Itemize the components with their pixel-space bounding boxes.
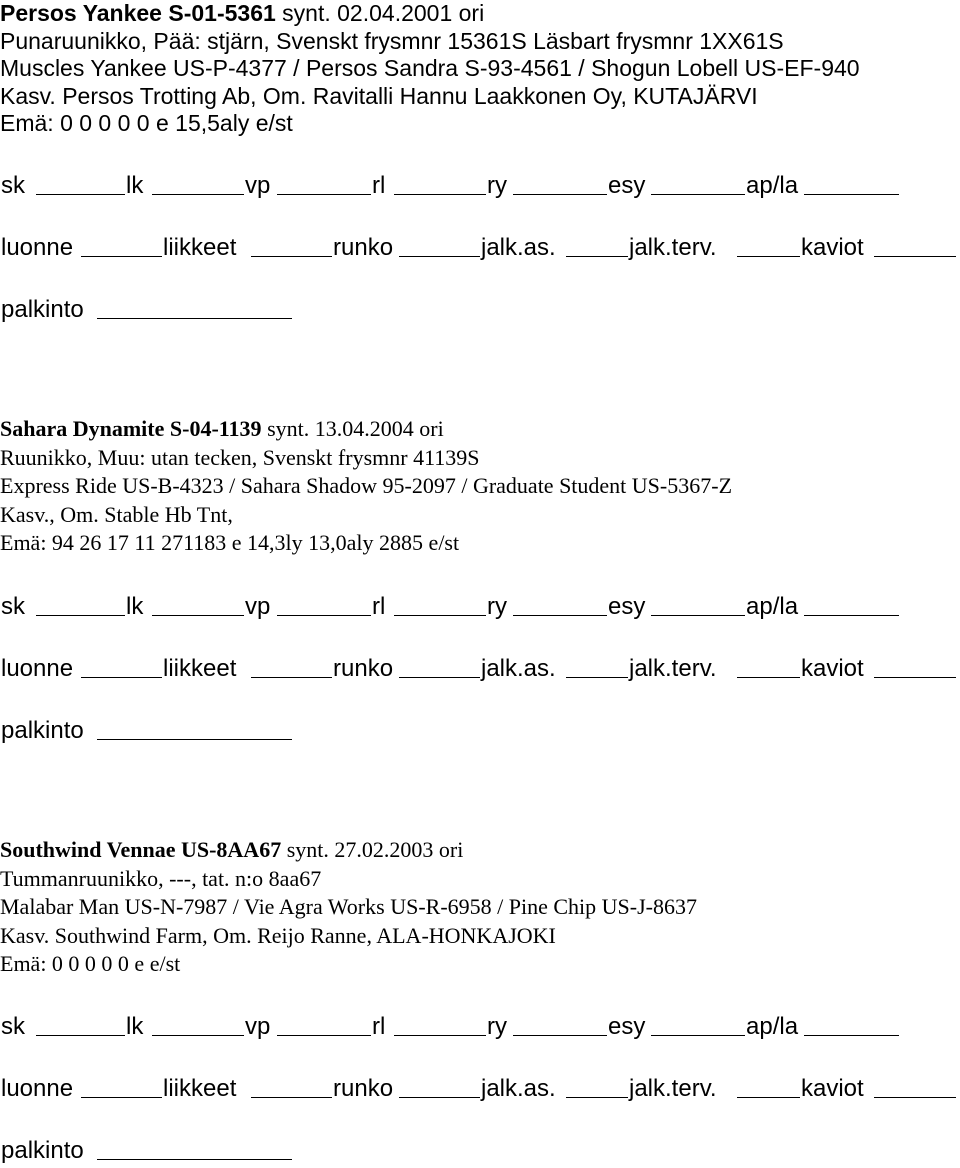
label-ry: ry xyxy=(487,172,507,199)
label-luonne: luonne xyxy=(1,1075,74,1102)
horse-name: Persos Yankee S-01-5361 xyxy=(0,0,276,26)
blank-kaviot xyxy=(874,677,956,678)
label-ap-la: ap/la xyxy=(746,593,799,620)
label-jalk-as: jalk.as. xyxy=(481,655,556,682)
blank-palkinto xyxy=(97,1159,292,1160)
label-rl: rl xyxy=(372,1013,386,1040)
blank-jalk-terv xyxy=(737,256,800,257)
blank-jalk-as xyxy=(566,677,628,678)
label-vp: vp xyxy=(245,593,271,620)
dam-record-line: Emä: 0 0 0 0 0 e e/st xyxy=(0,951,181,976)
blank-sk xyxy=(36,194,125,195)
label-palkinto: palkinto xyxy=(1,296,84,323)
label-runko: runko xyxy=(333,234,394,261)
blank-jalk-as xyxy=(566,1097,628,1098)
blank-lk xyxy=(152,194,244,195)
blank-esy xyxy=(651,615,745,616)
horse-entry xyxy=(0,836,960,979)
label-kaviot: kaviot xyxy=(801,234,864,261)
label-jalk-terv: jalk.terv. xyxy=(629,234,717,261)
blank-esy xyxy=(651,1035,745,1036)
blank-esy xyxy=(651,194,745,195)
blank-liikkeet xyxy=(251,1097,332,1098)
label-palkinto: palkinto xyxy=(1,717,84,744)
blank-vp xyxy=(277,194,371,195)
label-liikkeet: liikkeet xyxy=(163,234,237,261)
color-line: Punaruunikko, Pää: stjärn, Svenskt frysmnr 15361S Läsbart frysmnr 1XX61S xyxy=(0,27,784,54)
blank-runko xyxy=(399,1097,480,1098)
label-luonne: luonne xyxy=(1,655,74,682)
blank-ry xyxy=(513,615,607,616)
label-ap-la: ap/la xyxy=(746,1013,799,1040)
blank-runko xyxy=(399,256,480,257)
blank-runko xyxy=(399,677,480,678)
blank-ap-la xyxy=(804,1035,899,1036)
color-line: Tummanruunikko, ---, tat. n:o 8aa67 xyxy=(0,865,322,891)
blank-ap-la xyxy=(804,615,899,616)
label-kaviot: kaviot xyxy=(801,1075,864,1102)
horse-name: Sahara Dynamite S-04-1139 xyxy=(0,416,262,441)
blank-ry xyxy=(513,1035,607,1036)
blank-sk xyxy=(36,1035,125,1036)
blank-luonne xyxy=(81,677,162,678)
blank-rl xyxy=(394,615,486,616)
label-kaviot: kaviot xyxy=(801,655,864,682)
horse-entry xyxy=(0,0,960,138)
blank-kaviot xyxy=(874,1097,956,1098)
label-lk: lk xyxy=(126,172,144,199)
blank-liikkeet xyxy=(251,677,332,678)
label-sk: sk xyxy=(1,593,25,620)
label-runko: runko xyxy=(333,1075,394,1102)
label-liikkeet: liikkeet xyxy=(163,1075,237,1102)
label-jalk-as: jalk.as. xyxy=(481,234,556,261)
label-vp: vp xyxy=(245,172,271,199)
blank-jalk-terv xyxy=(737,1097,800,1098)
blank-ry xyxy=(513,194,607,195)
label-lk: lk xyxy=(126,1013,144,1040)
label-esy: esy xyxy=(608,1013,646,1040)
label-vp: vp xyxy=(245,1013,271,1040)
dam-record-line: Emä: 0 0 0 0 0 e 15,5aly e/st xyxy=(0,110,293,136)
label-palkinto: palkinto xyxy=(1,1137,84,1164)
dam-record-line: Emä: 94 26 17 11 271183 e 14,3ly 13,0aly 2885 e/st xyxy=(0,530,460,555)
blank-vp xyxy=(277,615,371,616)
label-liikkeet: liikkeet xyxy=(163,655,237,682)
blank-palkinto xyxy=(97,739,292,740)
pedigree-line: Express Ride US-B-4323 / Sahara Shadow 95-2097 / Graduate Student US-5367-Z xyxy=(0,473,733,498)
horse-entry xyxy=(0,415,960,558)
breeder-owner-line: Kasv. Persos Trotting Ab, Om. Ravitalli Hannu Laakkonen Oy, KUTAJÄRVI xyxy=(0,82,758,109)
breeder-owner-line: Kasv. Southwind Farm, Om. Reijo Ranne, ALA-HONKAJOKI xyxy=(0,922,556,948)
birth-info: synt. 13.04.2004 ori xyxy=(261,416,444,441)
blank-liikkeet xyxy=(251,256,332,257)
blank-palkinto xyxy=(97,318,292,319)
label-sk: sk xyxy=(1,1013,25,1040)
label-esy: esy xyxy=(608,593,646,620)
pedigree-line: Muscles Yankee US-P-4377 / Persos Sandra S-93-4561 / Shogun Lobell US-EF-940 xyxy=(0,55,860,81)
horse-name: Southwind Vennae US-8AA67 xyxy=(0,837,282,862)
label-sk: sk xyxy=(1,172,25,199)
label-ap-la: ap/la xyxy=(746,172,799,199)
label-ry: ry xyxy=(487,593,507,620)
blank-rl xyxy=(394,1035,486,1036)
entry-title-line xyxy=(0,836,960,865)
label-rl: rl xyxy=(372,593,386,620)
blank-ap-la xyxy=(804,194,899,195)
label-lk: lk xyxy=(126,593,144,620)
color-line: Ruunikko, Muu: utan tecken, Svenskt frysmnr 41139S xyxy=(0,444,480,470)
blank-rl xyxy=(394,194,486,195)
label-esy: esy xyxy=(608,172,646,199)
breeder-owner-line: Kasv., Om. Stable Hb Tnt, xyxy=(0,501,233,527)
label-runko: runko xyxy=(333,655,394,682)
entry-title-line xyxy=(0,415,960,444)
blank-jalk-terv xyxy=(737,677,800,678)
birth-info: synt. 02.04.2001 ori xyxy=(275,0,485,26)
blank-luonne xyxy=(81,1097,162,1098)
birth-info: synt. 27.02.2003 ori xyxy=(281,837,464,862)
pedigree-line: Malabar Man US-N-7987 / Vie Agra Works US-R-6958 / Pine Chip US-J-8637 xyxy=(0,894,697,919)
label-ry: ry xyxy=(487,1013,507,1040)
blank-lk xyxy=(152,615,244,616)
label-jalk-terv: jalk.terv. xyxy=(629,655,717,682)
label-jalk-as: jalk.as. xyxy=(481,1075,556,1102)
blank-sk xyxy=(36,615,125,616)
label-luonne: luonne xyxy=(1,234,74,261)
label-jalk-terv: jalk.terv. xyxy=(629,1075,717,1102)
blank-jalk-as xyxy=(566,256,628,257)
blank-luonne xyxy=(81,256,162,257)
blank-kaviot xyxy=(874,256,956,257)
entry-title-line xyxy=(0,0,960,28)
blank-vp xyxy=(277,1035,371,1036)
label-rl: rl xyxy=(372,172,386,199)
blank-lk xyxy=(152,1035,244,1036)
